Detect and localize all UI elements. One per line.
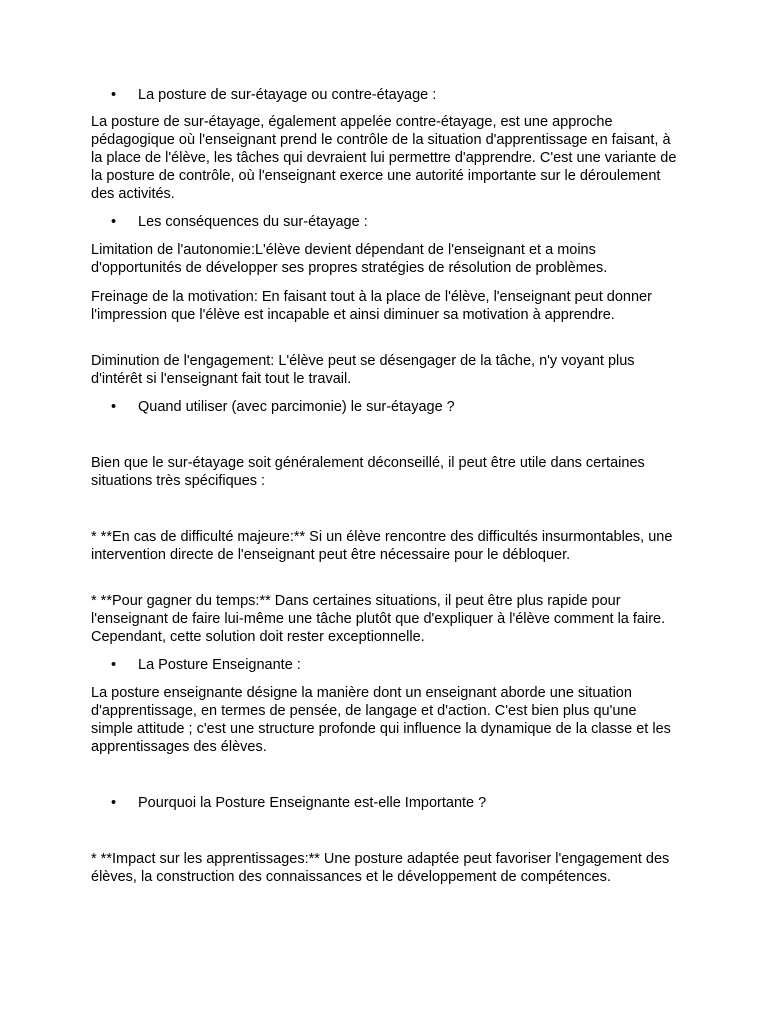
bullet-dot-icon: • — [111, 214, 117, 230]
bullet-text: Quand utiliser (avec parcimonie) le sur-étayage ? — [138, 399, 455, 415]
paragraph-definition: La posture de sur-étayage, également appelée contre-étayage, est une approche pédagogique où l'enseignant prend le contrôle de la situation d'apprentissage en faisant, à la place de l'élève, les tâches qui devraient lui permettre d'apprendre. C'est une variante de la posture de contrôle, où l'enseignant exerce une autorité importante sur le déroulement des activités. — [91, 114, 677, 202]
bullet-dot-icon: • — [111, 399, 117, 415]
paragraph-bien-que: Bien que le sur-étayage soit généralement déconseillé, il peut être utile dans certaines situations très spécifiques : — [91, 455, 645, 489]
bullet-text: La Posture Enseignante : — [138, 657, 301, 673]
bullet-dot-icon: • — [111, 87, 117, 103]
paragraph-difficulte: * **En cas de difficulté majeure:** Si un élève rencontre des difficultés insurmontables, une intervention directe de l'enseignant peut être nécessaire pour le débloquer. — [91, 529, 673, 563]
bullet-dot-icon: • — [111, 657, 117, 673]
paragraph-impact: * **Impact sur les apprentissages:** Une posture adaptée peut favoriser l'engagement des élèves, la construction des connaissances et le développement de compétences. — [91, 851, 670, 885]
paragraph-motivation: Freinage de la motivation: En faisant tout à la place de l'élève, l'enseignant peut donner l'impression que l'élève est incapable et ainsi diminuer sa motivation à apprendre. — [91, 289, 652, 323]
paragraph-posture-definition: La posture enseignante désigne la manière dont un enseignant aborde une situation d'apprentissage, en termes de pensée, de langage et d'action. C'est bien plus qu'une simple attitude ; c'est une structure profonde qui influence la dynamique de la classe et les apprentissages des élèves. — [91, 685, 671, 755]
bullet-dot-icon: • — [111, 795, 117, 811]
bullet-text: Les conséquences du sur-étayage : — [138, 214, 368, 230]
paragraph-autonomie: Limitation de l'autonomie:L'élève devient dépendant de l'enseignant et a moins d'opportunités de développer ses propres stratégies de résolution de problèmes. — [91, 242, 608, 276]
paragraph-engagement: Diminution de l'engagement: L'élève peut se désengager de la tâche, n'y voyant plus d'intérêt si l'enseignant fait tout le travail. — [91, 353, 635, 387]
paragraph-gagner-temps: * **Pour gagner du temps:** Dans certaines situations, il peut être plus rapide pour l'enseignant de faire lui-même une tâche plutôt que d'expliquer à l'élève comment la faire. Cependant, cette solution doit rester exceptionnelle. — [91, 593, 666, 645]
bullet-text: La posture de sur-étayage ou contre-étayage : — [138, 87, 437, 103]
bullet-text: Pourquoi la Posture Enseignante est-elle Importante ? — [138, 795, 487, 811]
